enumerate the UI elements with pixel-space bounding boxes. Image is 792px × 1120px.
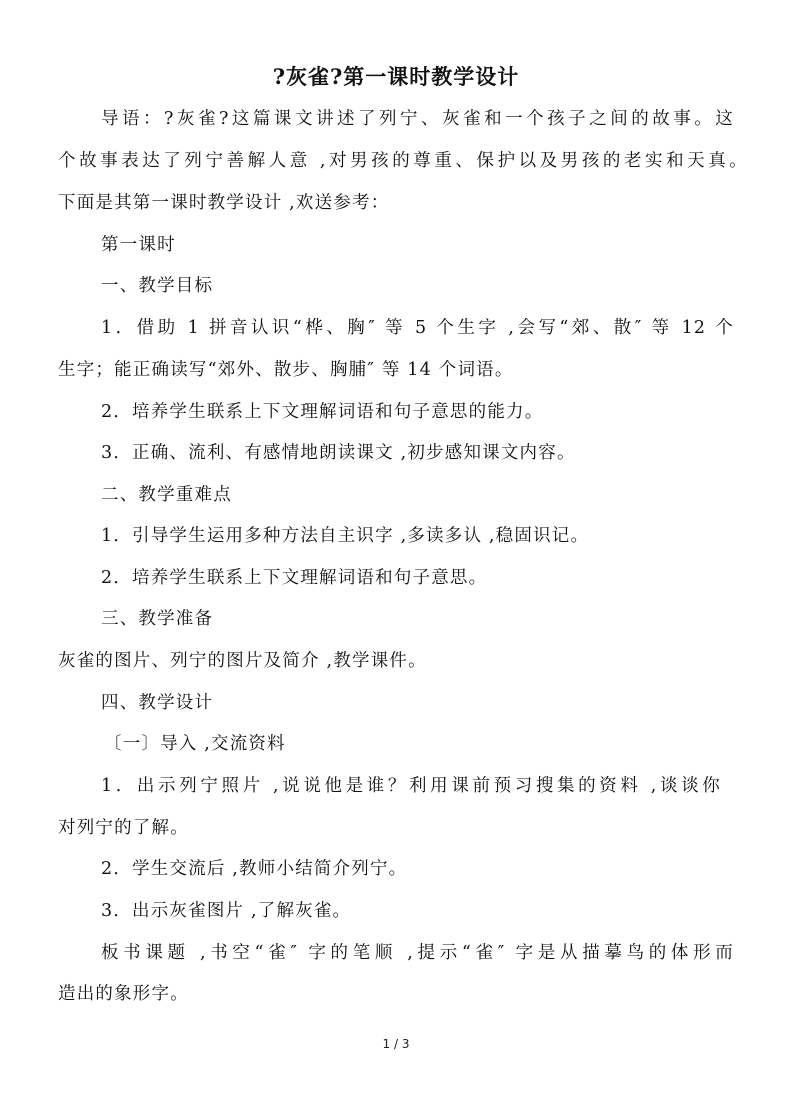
objective-1-line-1: 1．借助 1 拼音认识“桦、胸″ 等 5 个生字 ,会写“郊、散″ 等 12 个 [101,318,734,338]
page-number: 1 / 3 [382,1037,410,1051]
objective-2: 2．培养学生联系上下文理解词语和句子意思的能力。 [101,402,544,422]
preparation-content: 灰雀的图片、列宁的图片及简介 ,教学课件。 [58,651,427,671]
lesson-label: 第一课时 [101,235,176,255]
design-item-3: 3．出示灰雀图片 ,了解灰雀。 [101,901,352,921]
intro-line-1: 导语：?灰雀?这篇课文讲述了列宁、灰雀和一个孩子之间的故事。这 [101,109,734,129]
objective-3: 3．正确、流利、有感情地朗读课文 ,初步感知课文内容。 [101,443,576,463]
intro-line-3: 下面是其第一课时教学设计 ,欢送参考： [58,193,390,213]
board-writing-line-1: 板书课题 ,书空“雀″ 字的笔顺 ,提示“雀″ 字是从描摹鸟的体形而 [101,943,734,963]
section-heading-preparation: 三、教学准备 [101,609,214,629]
objective-1-line-2: 生字；能正确读写“郊外、散步、胸脯″ 等 14 个词语。 [58,360,514,380]
design-item-1-line-2: 对列宁的了解。 [58,818,189,838]
board-writing-line-2: 造出的象形字。 [58,984,189,1004]
section-heading-design: 四、教学设计 [101,693,214,713]
key-point-2: 2．培养学生联系上下文理解词语和句子意思。 [101,568,488,588]
document-title: ?灰雀?第一课时教学设计 [272,64,520,89]
key-point-1: 1．引导学生运用多种方法自主识字 ,多读多认 ,稳固识记。 [101,526,590,546]
intro-line-2: 个故事表达了列宁善解人意 ,对男孩的尊重、保护以及男孩的老实和天真。 [58,151,748,171]
subsection-heading-introduction: 〔一〕导入 ,交流资料 [104,734,286,754]
section-heading-objectives: 一、教学目标 [101,276,214,296]
section-heading-key-points: 二、教学重难点 [101,485,232,505]
design-item-2: 2．学生交流后 ,教师小结简介列宁。 [101,859,408,879]
design-item-1-line-1: 1．出示列宁照片 ,说说他是谁？利用课前预习搜集的资料 ,谈谈你 [101,776,721,796]
